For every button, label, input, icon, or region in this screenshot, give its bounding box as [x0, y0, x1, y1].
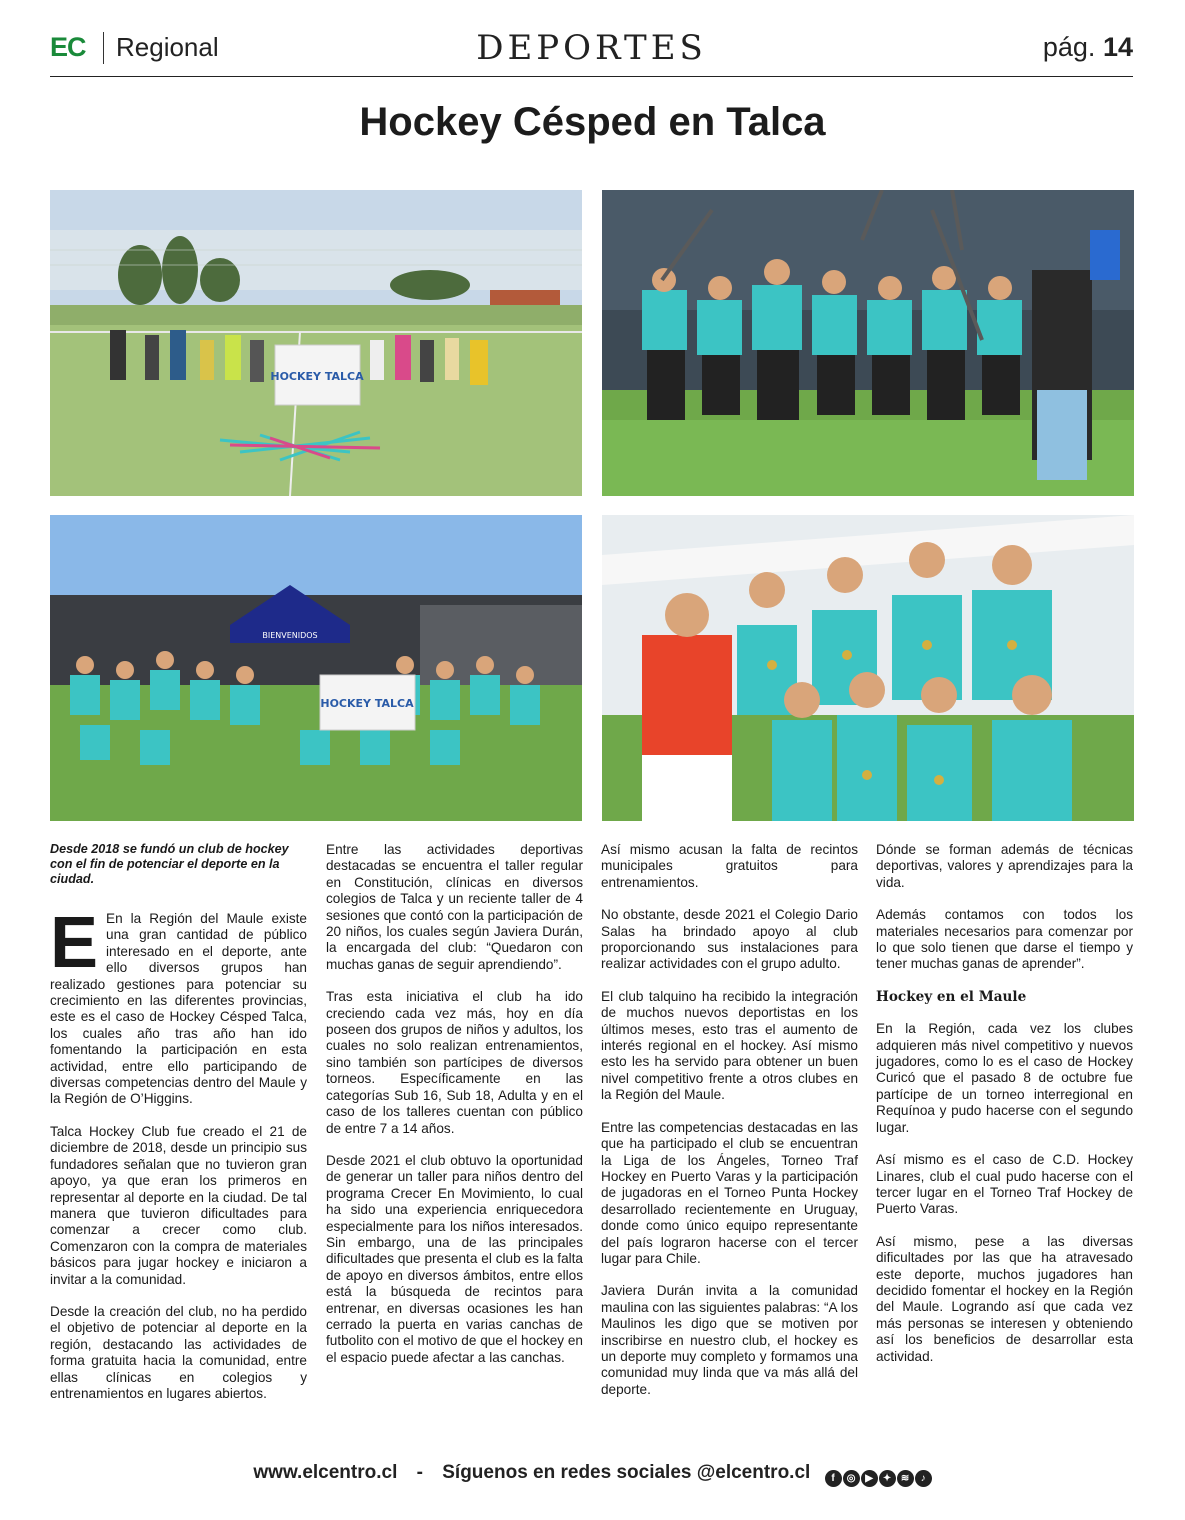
article-paragraph [50, 903, 307, 1108]
article-paragraph: En la Región, cada vez los clubes adquieren más nivel competitivo y nuevos jugadores, como lo es el caso de Hockey Curicó que el pasado 8 de octubre fue partícipe de un torneo interregional en Requínoa y pudo hacerse con el segundo lugar. [876, 1021, 1133, 1135]
page-prefix: pág. [1042, 32, 1096, 62]
page-footer [0, 1462, 1185, 1487]
banner-text-1: HOCKEY TALCA [270, 370, 364, 383]
article-paragraph: Talca Hockey Club fue creado el 21 de diciembre de 2018, desde un principio sus fundadores señalan que no tuvieron gran apoyo, ya que eran los primeros en representar al deporte en la ciudad. De tal manera que tuvieron dificultades para comenzar a crecer como club. Comenzaron con la compra de materiales básicos para jugar hockey e iniciaron a invitar a la comunidad. [50, 1123, 307, 1287]
social-icons [824, 1465, 932, 1487]
column-3 [601, 842, 858, 1414]
category-title: DEPORTES [476, 28, 707, 68]
headline: Hockey Césped en Talca [359, 100, 826, 144]
footer-social-text: Síguenos en redes sociales @elcentro.cl [442, 1462, 811, 1483]
column-4 [876, 842, 1133, 1381]
youtube-icon[interactable]: ▶ [861, 1470, 878, 1487]
page-header [50, 28, 1133, 77]
instagram-icon[interactable]: ◎ [843, 1470, 860, 1487]
column-1 [50, 842, 307, 1418]
article-paragraph: Entre las actividades deportivas destacadas se encuentra el taller regular en Constitución, clínicas en diversos colegios de Talca y un reciente taller de 4 sesiones que contó con la participación de 20 niños, los cuales según Javiera Durán, la encargada del club: “Quedaron con muchas ganas de seguir aprendiendo”. [326, 842, 583, 972]
photo-caption: Desde 2018 se fundó un club de hockey con el fin de potenciar el deporte en la ciudad. [50, 842, 289, 886]
twitter-icon[interactable]: ✦ [879, 1470, 896, 1487]
spotify-icon[interactable]: ≋ [897, 1470, 914, 1487]
article-paragraph: Así mismo, pese a las diversas dificultades por las que ha atravesado este deporte, muchos jugadores han decidido fomentar el hockey en la Región del Maule. Logrando así que cada vez más personas se interesen y obteniendo así los beneficios de desarrollar esta actividad. [876, 1233, 1133, 1364]
article-paragraph: Así mismo es el caso de C.D. Hockey Linares, club el cual pudo hacerse con el tercer lugar en el Torneo Traf Hockey de Puerto Varas. [876, 1152, 1133, 1217]
article-paragraph: Entre las competencias destacadas en las que ha participado el club se encuentran la Liga de los Ángeles, Torneo Traf Hockey en Puerto Varas y la participación de jugadoras en el Torneo Punta Hockey desarrollado recientemente en Uruguay, donde como único equipo representante del país lograron hacerse con el tercer lugar para Chile. [601, 1119, 858, 1266]
article-subheading: Hockey en el Maule [876, 988, 1027, 1005]
publication-logo[interactable]: EC [50, 32, 86, 62]
article-paragraph: No obstante, desde 2021 el Colegio Dario Salas ha brindado apoyo al club proporcionando sus instalaciones para realizar actividades con el grupo adulto. [601, 907, 858, 972]
article-paragraph: Dónde se forman además de técnicas deportivas, valores y aprendizajes para la vida. [876, 842, 1133, 890]
page-number-value: 14 [1102, 32, 1133, 62]
article-paragraph: Así mismo acusan la falta de recintos municipales gratuitos para entrenamientos. [601, 842, 858, 890]
tiktok-icon[interactable]: ♪ [915, 1470, 932, 1487]
banner-text-3: HOCKEY TALCA [320, 697, 414, 710]
tent-sign-text: BIENVENIDOS [262, 631, 318, 640]
article-paragraph: Tras esta iniciativa el club ha ido creciendo cada vez más, hoy en día poseen dos grupos de niños y adultos, los cuales no solo realizan entrenamientos, sino también son partícipes de diversos torneos. Específicamente en las categorías Sub 16, Sub 18, Adulta y en el caso de los talleres cuentan con público de entre 7 a 14 años. [326, 989, 583, 1136]
article-paragraph: Desde la creación del club, no ha perdido el objetivo de potenciar al deporte en la región, destacando las actividades de forma gratuita hacia la comunidad, entre ellas clínicas en colegios y entrenamientos en lugares abiertos. [50, 1303, 307, 1401]
footer-separator: - [416, 1462, 423, 1483]
footer-url[interactable]: www.elcentro.cl [253, 1462, 398, 1483]
paragraph-text: En la Región del Maule existe una gran cantidad de público interesado en el deporte, ante ello diversos grupos han realizado gestiones para potenciar su crecimiento en las diferentes provincias, este es el caso de Hockey Césped Talca, los cuales año tras año han ido fomentando la participación en esta actividad, entre ello participando de diversas competencias dentro del Maule y la Región de O’Higgins. [50, 911, 307, 1107]
section-label: Regional [116, 32, 219, 62]
article-paragraph: El club talquino ha recibido la integración de muchos nuevos deportistas en los últimos meses, esto tras el aumento de interés regional en el hockey. Así mismo esto les ha servido para obtener un buen nivel competitivo frente a otros clubes en la Región del Maule. [601, 988, 858, 1103]
photo-adult-team [602, 190, 1134, 496]
article-paragraph: Javiera Durán invita a la comunidad maulina con las siguientes palabras: “A los Maulinos les digo que se motiven por inscribirse en nuestro club, el hockey es un deporte muy completo y formamos una comunidad muy linda que va más allá del deporte. [601, 1283, 858, 1397]
photo-medal-team [602, 515, 1134, 821]
facebook-icon[interactable]: f [825, 1470, 842, 1487]
photo-group-tent [50, 515, 582, 821]
page-number [1043, 32, 1133, 63]
article-paragraph: Además contamos con todos los materiales necesarios para comenzar por lo que solo tienen que darse el tiempo y tener muchas ganas de aprender”. [876, 907, 1133, 972]
drop-cap: E [50, 903, 99, 983]
article-paragraph: Desde 2021 el club obtuvo la oportunidad de generar un taller para niños dentro del programa Crecer En Movimiento, lo cual ha sido una experiencia enriquecedora especialmente para los niños interesados. Sin embargo, una de las principales dificultades que presenta el club es la falta de apoyo en diversos ámbitos, entre ellos está la búsqueda de recintos para entrenar, en diversas ocasiones les han cerrado la puerta en varias canchas de futbolito con el motivo de que el hockey en el espacio puede afectar a las canchas. [326, 1152, 583, 1365]
column-2 [326, 842, 583, 1382]
photo-kids-field [50, 190, 582, 496]
